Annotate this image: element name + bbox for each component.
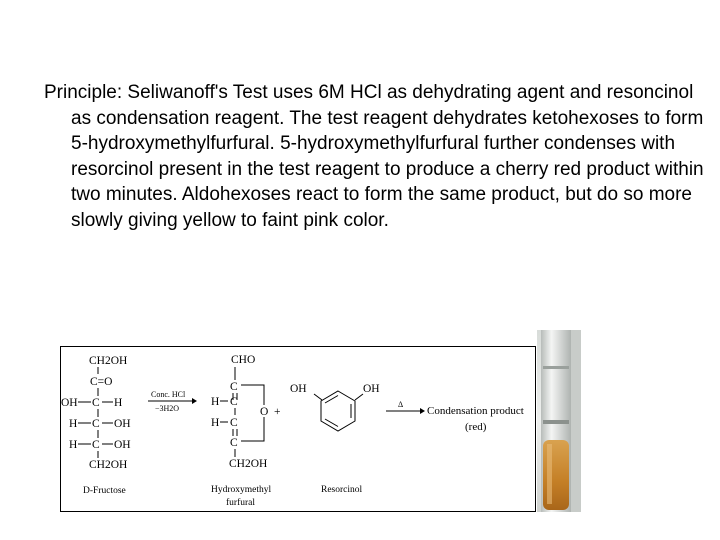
fructose-row3-left: H — [69, 418, 78, 430]
fructose-c2: C — [92, 397, 100, 409]
reaction-scheme — [60, 346, 536, 512]
hmf-left1: H — [211, 396, 220, 408]
dehydration-arrow — [148, 390, 197, 413]
fructose-row2-right: H — [114, 397, 123, 409]
hmf-caption-2: furfural — [226, 498, 256, 508]
resorcinol-caption: Resorcinol — [321, 485, 363, 495]
plus-sign: + — [274, 406, 281, 418]
arrow1-reagent: Conc. HCl — [151, 390, 186, 399]
product-label: Condensation product — [427, 405, 524, 417]
fructose-c3: C — [92, 418, 100, 430]
fructose-c4: C — [92, 439, 100, 451]
fructose-row2-left: OH — [61, 397, 78, 409]
fructose-row4-right: OH — [114, 439, 131, 451]
arrow1-loss: −3H2O — [155, 404, 180, 413]
resorcinol-oh-2: OH — [363, 383, 380, 395]
fructose-row3-right: OH — [114, 418, 131, 430]
hmf-caption-1: Hydroxymethyl — [211, 485, 272, 495]
hmf-top-group: CHO — [231, 354, 256, 366]
fructose-bottom-group: CH2OH — [89, 459, 128, 471]
product-color: (red) — [465, 421, 487, 433]
reaction-scheme-svg — [61, 347, 537, 513]
condensation-arrow — [386, 400, 425, 414]
fructose-top-group: CH2OH — [89, 355, 128, 367]
test-tube-photo — [537, 330, 581, 512]
fructose-structure — [61, 355, 131, 496]
fructose-caption: D-Fructose — [83, 486, 126, 496]
principle-text: Principle: Seliwanoff's Test uses 6M HCl as dehydrating agent and resoncinol as condensation reagent. The test reagent dehydrates ketohexoses to form 5-hydroxymethylfurfural. 5-hydroxymethylfurfural further condenses with resorcinol present in the test reagent to produce a cherry red product within two minutes. Aldohexoses react to form the same product, but do so more slowly giving yellow to faint pink color. — [44, 82, 704, 231]
hmf-left2: H — [211, 417, 220, 429]
hmf-structure — [211, 354, 281, 508]
hmf-c4: C — [230, 437, 238, 449]
hmf-ring-oxygen: O — [260, 406, 269, 418]
hmf-c3: C — [230, 417, 238, 429]
arrow2-heat: Δ — [398, 400, 404, 409]
resorcinol-oh-1: OH — [290, 383, 307, 395]
fructose-row4-left: H — [69, 439, 78, 451]
test-tube-photo-svg — [537, 330, 581, 512]
fructose-carbonyl: C=O — [90, 376, 113, 388]
hmf-c2: C — [230, 396, 238, 408]
resorcinol-structure — [290, 383, 380, 495]
hmf-c1: C — [230, 381, 238, 393]
hmf-bottom-group: CH2OH — [229, 458, 268, 470]
